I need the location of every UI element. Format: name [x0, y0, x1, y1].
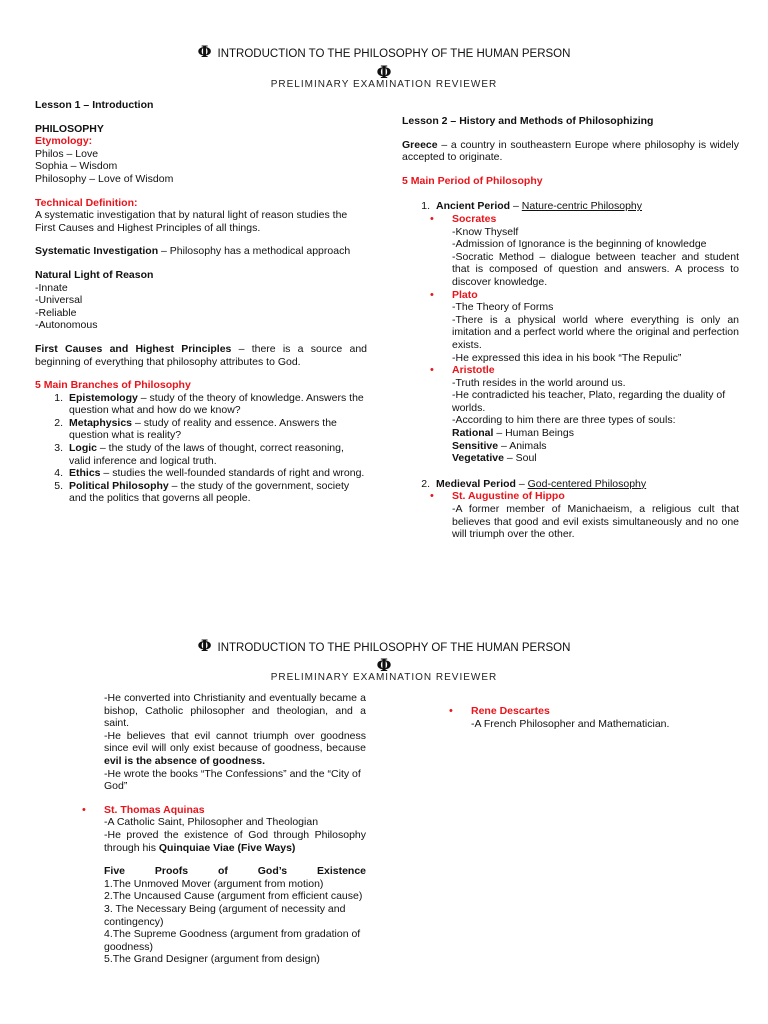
phi-symbol-icon: Φ: [197, 42, 212, 61]
socrates-item: • Socrates: [430, 212, 497, 225]
branch-item: 5. Political Philosophy – the study of the government, society and the politics that governs all people.: [54, 479, 350, 505]
techdef-text: A systematic investigation that by natural light of reason studies the First Causes and Highest Principles of all things.: [35, 209, 348, 234]
page1-phi-symbol-icon: Φ: [376, 63, 392, 83]
lesson1-heading: Lesson 1 – Introduction: [35, 99, 154, 111]
augustine-item: • St. Augustine of Hippo: [430, 490, 565, 503]
medieval-period-item: 2. Medieval Period – God-centered Philosophy: [421, 477, 647, 490]
etymology-line: Philosophy – Love of Wisdom: [35, 172, 174, 185]
ancient-period-item: 1. Ancient Period – Nature-centric Philosophy: [421, 200, 643, 213]
augustine-point: -He converted into Christianity and eventually became a bishop, Catholic philosopher and theologian, and a saint.: [104, 692, 366, 730]
nlr-item: -Universal: [35, 294, 83, 307]
etymology-label: Etymology:: [35, 135, 93, 148]
ancient-philosophers: [402, 213, 739, 465]
page1-subtitle: PRELIMINARY EXAMINATION REVIEWER: [270, 79, 498, 90]
plato-point: -He expressed this idea in his book “The Repulic”: [452, 351, 682, 364]
descartes-item: • Rene Descartes: [449, 705, 550, 717]
etymology-line: Sophia – Wisdom: [35, 160, 118, 173]
sysinv-paragraph: Systematic Investigation – Philosophy has a methodical approach: [35, 245, 351, 258]
page2-right-column: [449, 705, 739, 730]
proof-item: 2.The Uncaused Cause (argument from efficient cause): [104, 890, 363, 903]
augustine-point: -He wrote the books “The Confessions” and the “City of God”: [104, 767, 361, 793]
techdef-label: Technical Definition:: [35, 196, 138, 209]
nlr-label: Natural Light of Reason: [35, 268, 154, 281]
branch-item: 1. Epistemology – study of the theory of knowledge. Answers the question what and how do we know?: [54, 391, 364, 417]
branch-item: 2. Metaphysics – study of reality and essence. Answers the question what is reality?: [54, 416, 337, 442]
aquinas-point: -A Catholic Saint, Philosopher and Theologian: [104, 816, 319, 829]
socrates-point: -Admission of Ignorance is the beginning of knowledge: [452, 238, 707, 251]
page2-phi-symbol-icon: Φ: [376, 656, 392, 676]
aristotle-point: -According to him there are three types of souls:: [452, 414, 676, 427]
plato-point: -There is a physical world where everything is only an imitation and a perfect world where the original and perfection exists.: [452, 313, 739, 351]
page1-right-column: [402, 115, 739, 541]
branch-item: 4. Ethics – studies the well-founded standards of right and wrong.: [54, 467, 365, 480]
nlr-item: -Reliable: [35, 306, 77, 319]
phi-symbol-icon: Φ: [197, 636, 212, 655]
page1-title-text: INTRODUCTION TO THE PHILOSOPHY OF THE HUMAN PERSON: [217, 48, 571, 60]
soul-type: Rational – Human Beings: [452, 427, 574, 440]
aristotle-point: -He contradicted his teacher, Plato, regarding the duality of worlds.: [452, 389, 726, 414]
aquinas-item: • St. Thomas Aquinas: [82, 803, 205, 816]
descartes-point: -A French Philosopher and Mathematician.: [471, 717, 670, 730]
page2-title: [0, 636, 768, 656]
etymology-line: Philos – Love: [35, 147, 99, 160]
medieval-philosophers: [402, 490, 739, 540]
plato-item: • Plato: [430, 288, 478, 301]
aristotle-item: • Aristotle: [430, 364, 495, 377]
aquinas-point: -He proved the existence of God through Philosophy through his Quinquiae Viae (Five Ways): [104, 828, 366, 854]
nlr-item: -Autonomous: [35, 319, 98, 332]
augustine-point: -A former member of Manichaeism, a religious cult that believes that good and evil exists simultaneously and no one will triumph over the other.: [452, 503, 739, 541]
philosophy-heading: PHILOSOPHY: [35, 122, 104, 135]
aristotle-point: -Truth resides in the world around us.: [452, 376, 626, 389]
proofs-label: Five Proofs of God’s Existence: [104, 865, 366, 878]
branches-label: 5 Main Branches of Philosophy: [35, 379, 191, 392]
socrates-point: -Socratic Method – dialogue between teacher and student that is composed of question and answers. A process to discover knowledge.: [452, 250, 739, 288]
augustine-point: -He believes that evil cannot triumph over goodness since evil will only exist because of goodness, because evil is the absence of goodness.: [104, 729, 366, 767]
soul-type: Vegetative – Soul: [452, 452, 537, 465]
proof-item: 1.The Unmoved Mover (argument from motion): [104, 877, 324, 890]
lesson2-heading: Lesson 2 – History and Methods of Philosophizing: [402, 115, 654, 127]
periods-label: 5 Main Period of Philosophy: [402, 174, 543, 187]
plato-point: -The Theory of Forms: [452, 301, 554, 314]
page2-left-column: [82, 692, 366, 966]
page2-subtitle: PRELIMINARY EXAMINATION REVIEWER: [270, 672, 498, 683]
soul-type: Sensitive – Animals: [452, 439, 547, 452]
nlr-item: -Innate: [35, 281, 68, 294]
page2-title-text: INTRODUCTION TO THE PHILOSOPHY OF THE HUMAN PERSON: [217, 642, 571, 654]
page1-title: [0, 42, 768, 62]
socrates-point: -Know Thyself: [452, 225, 519, 238]
greece-paragraph: Greece – a country in southeastern Europe where philosophy is widely accepted to originate.: [402, 138, 739, 164]
branch-item: 3. Logic – the study of the laws of thought, correct reasoning, valid inference and logical truth.: [54, 442, 344, 467]
proof-item: 3. The Necessary Being (argument of necessity and contingency): [104, 902, 346, 928]
page1-left-column: [35, 99, 367, 505]
first-causes-paragraph: First Causes and Highest Principles – there is a source and beginning of everything that philosophy attributes to God.: [35, 342, 367, 368]
proof-item: 4.The Supreme Goodness (argument from gradation of goodness): [104, 928, 361, 953]
proof-item: 5.The Grand Designer (argument from design): [104, 953, 320, 966]
